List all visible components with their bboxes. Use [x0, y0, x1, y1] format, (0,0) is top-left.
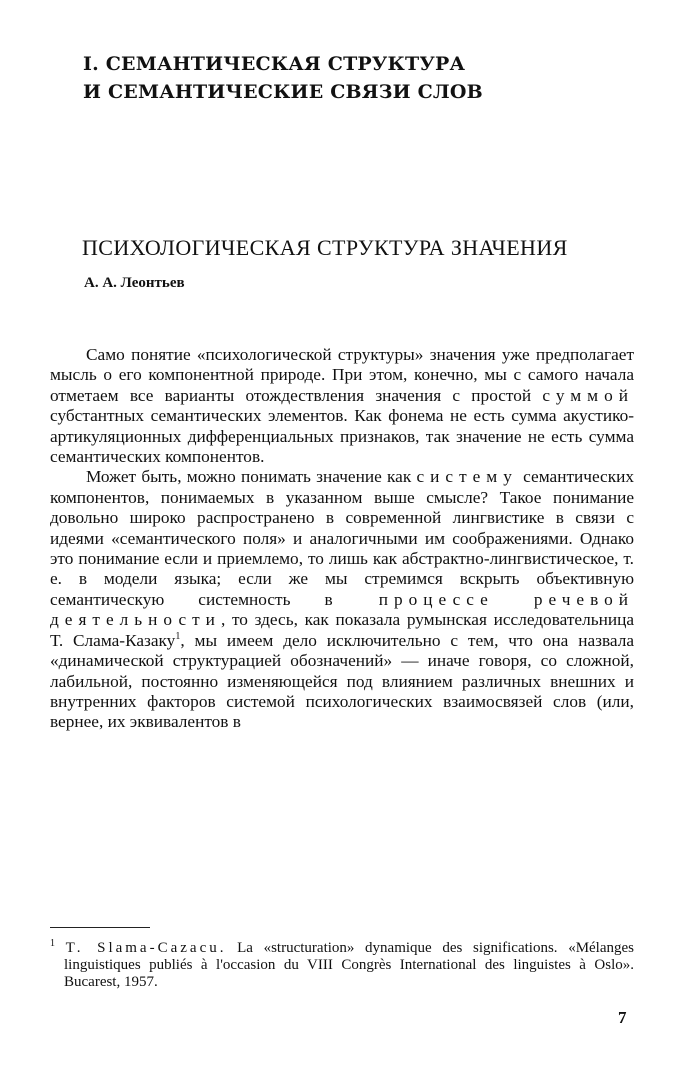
paragraph-2 — [50, 467, 634, 732]
footnote-author: T. Slama-Cazacu. — [65, 940, 227, 956]
paragraph-2-emphasis-2: в процессе речевой деятельности — [50, 589, 635, 630]
paragraph-2-text-a: Может быть, можно понимать значение как — [86, 467, 417, 487]
section-heading-line-2: И СЕМАНТИЧЕСКИЕ СВЯЗИ СЛОВ — [83, 81, 483, 103]
footnote-divider — [50, 927, 150, 928]
footnote-marker: 1 — [50, 938, 55, 949]
page-number: 7 — [618, 1008, 627, 1027]
article-body — [50, 345, 634, 733]
paragraph-1-text-b: субстантных семантических элементов. Как фонема не есть сумма акустико-артикуляционных дифференциальных признаков, так значение не есть сумма семантических компонентов. — [50, 406, 634, 467]
footnote — [50, 940, 634, 991]
paragraph-2-text-c: , то здесь, как показала румынская исследовательница Т. Слама-Казаку — [50, 610, 634, 650]
footnote-text: La «structuration» dynamique des significations. «Mélanges linguistiques publiés à l'occasion du VIII Congrès International des linguistes à Oslo». Bucarest, 1957. — [64, 940, 635, 990]
section-heading-line-1: I. СЕМАНТИЧЕСКАЯ СТРУКТУРА — [83, 53, 466, 75]
paragraph-1-text-a: Само понятие «психологической структуры» значения уже предполагает мысль о его компонентной природе. При этом, конечно, мы с самого начала отметаем все варианты отождествления значения с простой — [50, 345, 634, 405]
paragraph-1 — [50, 345, 634, 467]
paragraph-2-text-b: семантических компонентов, понимаемых в указанном выше смысле? Такое понимание довольно широко распространено в современной лингвистике в связи с идеями «семантического поля» и аналогичными им соображениями. Однако это понимание если и приемлемо, то лишь как абстрактно-лингвистическое, т. е. в модели языка; если же мы стремимся вскрыть объективную семантическую системность — [50, 467, 634, 609]
article-title: ПСИХОЛОГИЧЕСКАЯ СТРУКТУРА ЗНАЧЕНИЯ — [82, 235, 568, 260]
paragraph-2-text-d: , мы имеем дело исключительно с тем, что она назвала «динамической структурацией обозначений» — иначе говоря, со сложной, лабильной, постоянно изменяющейся под влиянием различных внешних и внутренних факторов системой психологических взаимосвязей слов (или, вернее, их эквивалентов в — [50, 630, 634, 732]
article-author: А. А. Леонтьев — [84, 275, 185, 291]
footnote-reference[interactable]: 1 — [175, 630, 181, 642]
section-heading — [83, 50, 623, 106]
paragraph-2-emphasis-1: систему — [416, 467, 518, 487]
paragraph-1-emphasis: суммой — [542, 385, 634, 405]
